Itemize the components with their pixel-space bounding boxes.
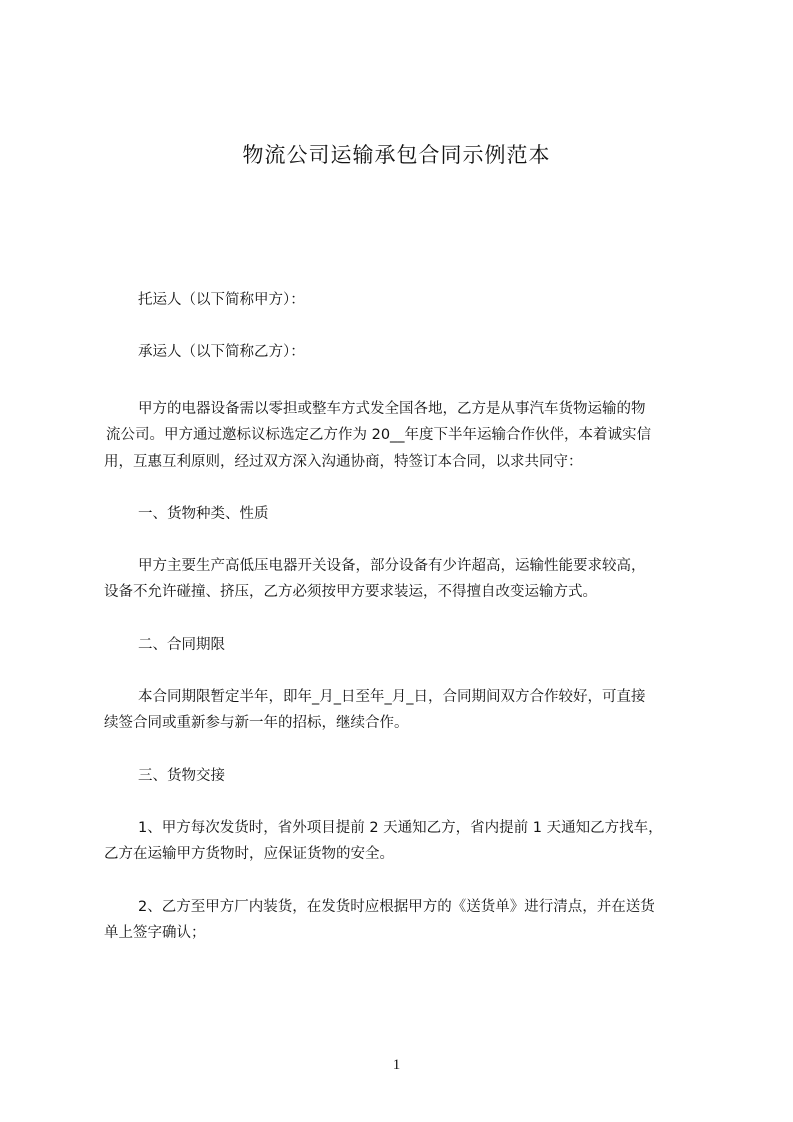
- page-number: 1: [392, 1057, 401, 1073]
- party-b-line: 承运人（以下简称乙方）：: [138, 344, 305, 360]
- section-heading: 三、货物交接: [138, 768, 225, 784]
- paragraph-line: 设备不允许碰撞、挤压，乙方必须按甲方要求装运，不得擅自改变运输方式。: [104, 584, 597, 600]
- document-title: 物流公司运输承包合同示例范本: [242, 143, 551, 167]
- intro-line: 流公司。甲方通过邀标议标选定乙方作为 20__年度下半年运输合作伙伴，本着诚实信: [106, 427, 652, 443]
- paragraph-line: 甲方主要生产高低压电器开关设备，部分设备有少许超高，运输性能要求较高，: [138, 558, 646, 574]
- paragraph-line: 续签合同或重新参与新一年的招标，继续合作。: [104, 715, 409, 731]
- paragraph-line: 本合同期限暂定半年，即年_月_日至年_月_日，合同期间双方合作较好，可直接: [138, 689, 646, 705]
- paragraph-line: 乙方在运输甲方货物时，应保证货物的安全。: [104, 846, 394, 862]
- paragraph-line: 1、甲方每次发货时，省外项目提前 2 天通知乙方，省内提前 1 天通知乙方找车，: [138, 820, 663, 836]
- intro-line: 用，互惠互利原则，经过双方深入沟通协商，特签订本合同，以求共同守：: [104, 454, 583, 470]
- section-heading: 二、合同期限: [138, 637, 225, 653]
- paragraph-line: 2、乙方至甲方厂内装货，在发货时应根据甲方的《送货单》进行清点，并在送货: [138, 899, 655, 915]
- section-heading: 一、货物种类、性质: [138, 506, 269, 522]
- intro-line: 甲方的电器设备需以零担或整车方式发全国各地，乙方是从事汽车货物运输的物: [138, 401, 646, 417]
- party-a-line: 托运人（以下简称甲方）：: [138, 292, 305, 308]
- paragraph-line: 单上签字确认；: [104, 925, 206, 941]
